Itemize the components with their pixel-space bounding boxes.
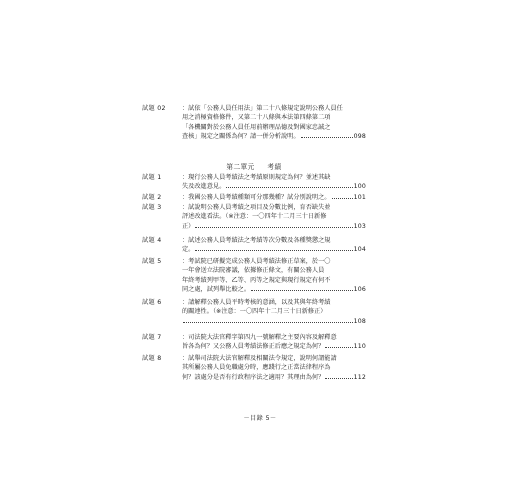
- entry-line: ：司法院大法官釋字第四九一號解釋之主要內容及解釋意: [182, 334, 337, 341]
- entry-line: ：我國公務人員考績種類可分那幾種？試分別說明之。: [182, 194, 331, 201]
- entry-last-line: [182, 182, 366, 191]
- entry-body: [182, 203, 366, 231]
- entry-line: 一年會送立法院審議，依據修正條文，有關公務人員: [182, 267, 325, 275]
- entry-line: 的關連性。（※注意：一〇四年十二月三十日新修正）: [182, 308, 327, 316]
- entry-body: [182, 236, 366, 255]
- leader-dots: [332, 198, 353, 199]
- section-unit: 第二單元: [226, 163, 255, 171]
- page-number: 104: [353, 246, 366, 254]
- entry-line: 查核」規定之關係為何？請一併分析說明。: [182, 133, 300, 141]
- entry-line: 何？該處分是否有行政程序法之適用？其理由為何？: [182, 373, 325, 381]
- entry-body: [182, 354, 366, 382]
- toc-entry-q5: [142, 257, 366, 295]
- leader-dots: [325, 378, 352, 379]
- entry-line: ：試舉司法院大法官解釋及相關法令規定，說明何謂能請: [182, 355, 337, 362]
- entry-last-line: [182, 132, 366, 141]
- entry-last-line: [182, 317, 366, 326]
- entry-label: 試題 7: [142, 334, 162, 341]
- toc-entry-q2: [142, 193, 366, 202]
- entry-body: [182, 298, 366, 326]
- entry-label: 試題 4: [142, 237, 162, 244]
- entry-label: 試題 3: [142, 204, 162, 211]
- section-title: 考績: [267, 163, 282, 171]
- entry-body: [182, 257, 366, 295]
- entry-line: 年終考績列甲等、乙等、丙等之規定與現行規定有何不: [182, 276, 331, 284]
- leader-dots: [251, 290, 353, 291]
- toc-entry-q1: [142, 173, 366, 192]
- entry-line: 旨各為何？又公務人員考績法修正后應之規定為何？: [182, 343, 325, 351]
- entry-label: 試題 8: [142, 355, 162, 362]
- entry-last-line: [182, 222, 366, 231]
- entry-body: [182, 333, 366, 352]
- entry-label: 試題 1: [142, 174, 162, 181]
- toc-entry-q6: [142, 298, 366, 326]
- leader-dots: [195, 227, 352, 228]
- leader-dots: [195, 250, 352, 251]
- leader-dots: [226, 187, 352, 188]
- entry-last-line: [182, 342, 366, 351]
- toc-entry-q7: [142, 333, 366, 352]
- entry-label: 試題 2: [142, 194, 162, 201]
- leader-dots: [301, 137, 353, 138]
- entry-label: 試題 02: [142, 105, 166, 112]
- page-number: 110: [353, 343, 366, 351]
- entry-label: 試題 6: [142, 299, 162, 306]
- section-heading: [142, 161, 366, 171]
- entry-line: ：考試院已研擬完成公務人員考績法修正草案，於一〇: [182, 258, 331, 265]
- entry-line: 定。: [182, 246, 195, 254]
- page-number: 101: [353, 194, 366, 201]
- entry-line: 失及改進意見。: [182, 183, 226, 191]
- toc-entry-q3: [142, 203, 366, 231]
- entry-label: 試題 5: [142, 258, 162, 265]
- entry-line: ：請解釋公務人員平時考核的意涵，以及其與年終考績: [182, 299, 331, 306]
- leader-dots: [325, 347, 352, 348]
- entry-line: ：試說明公務人員考績之項目及分數比例，育否缺失並: [182, 204, 331, 211]
- entry-body: [182, 173, 366, 192]
- page-number: 100: [353, 183, 366, 191]
- toc-entry-q02: [142, 104, 366, 142]
- entry-line: 「各機關對於公務人員任用前辦理品德及對國家忠誠之: [182, 123, 331, 131]
- entry-body: [182, 193, 366, 202]
- entry-body: [182, 104, 366, 142]
- entry-line: 同之處，試列舉比較之。: [182, 286, 251, 294]
- page-footer: －目錄 5－: [243, 415, 277, 422]
- entry-line: ：現行公務人員考績法之考績原則規定為何？並述其缺: [182, 174, 331, 181]
- entry-line: 用之消極資格條件，又第二十八條與本法第四條第二項: [182, 114, 331, 122]
- page-number: 108: [353, 317, 366, 325]
- entry-last-line: [182, 193, 366, 202]
- entry-line: 正）: [182, 222, 195, 230]
- entry-line: 其所屬公務人員免職處分時，應踐行之正當法律程序為: [182, 364, 331, 372]
- page-number: 098: [353, 133, 366, 141]
- entry-last-line: [182, 245, 366, 254]
- toc-entry-q4: [142, 236, 366, 255]
- leader-dots: [183, 322, 353, 323]
- entry-line: ：試依「公務人員任用法」第二十八條規定說明公務人員任: [182, 105, 343, 112]
- entry-line: 評述改進看法。（※注意：一〇四年十二月三十日新修: [182, 213, 327, 221]
- entry-last-line: [182, 373, 366, 382]
- entry-line: ：試述公務人員考績法之考績等次分數及各種獎懲之規: [182, 237, 331, 244]
- toc-entry-q8: [142, 354, 366, 382]
- page-number: 112: [353, 373, 366, 381]
- entry-last-line: [182, 285, 366, 294]
- page-number: 103: [353, 222, 366, 230]
- page-number: 106: [353, 286, 366, 294]
